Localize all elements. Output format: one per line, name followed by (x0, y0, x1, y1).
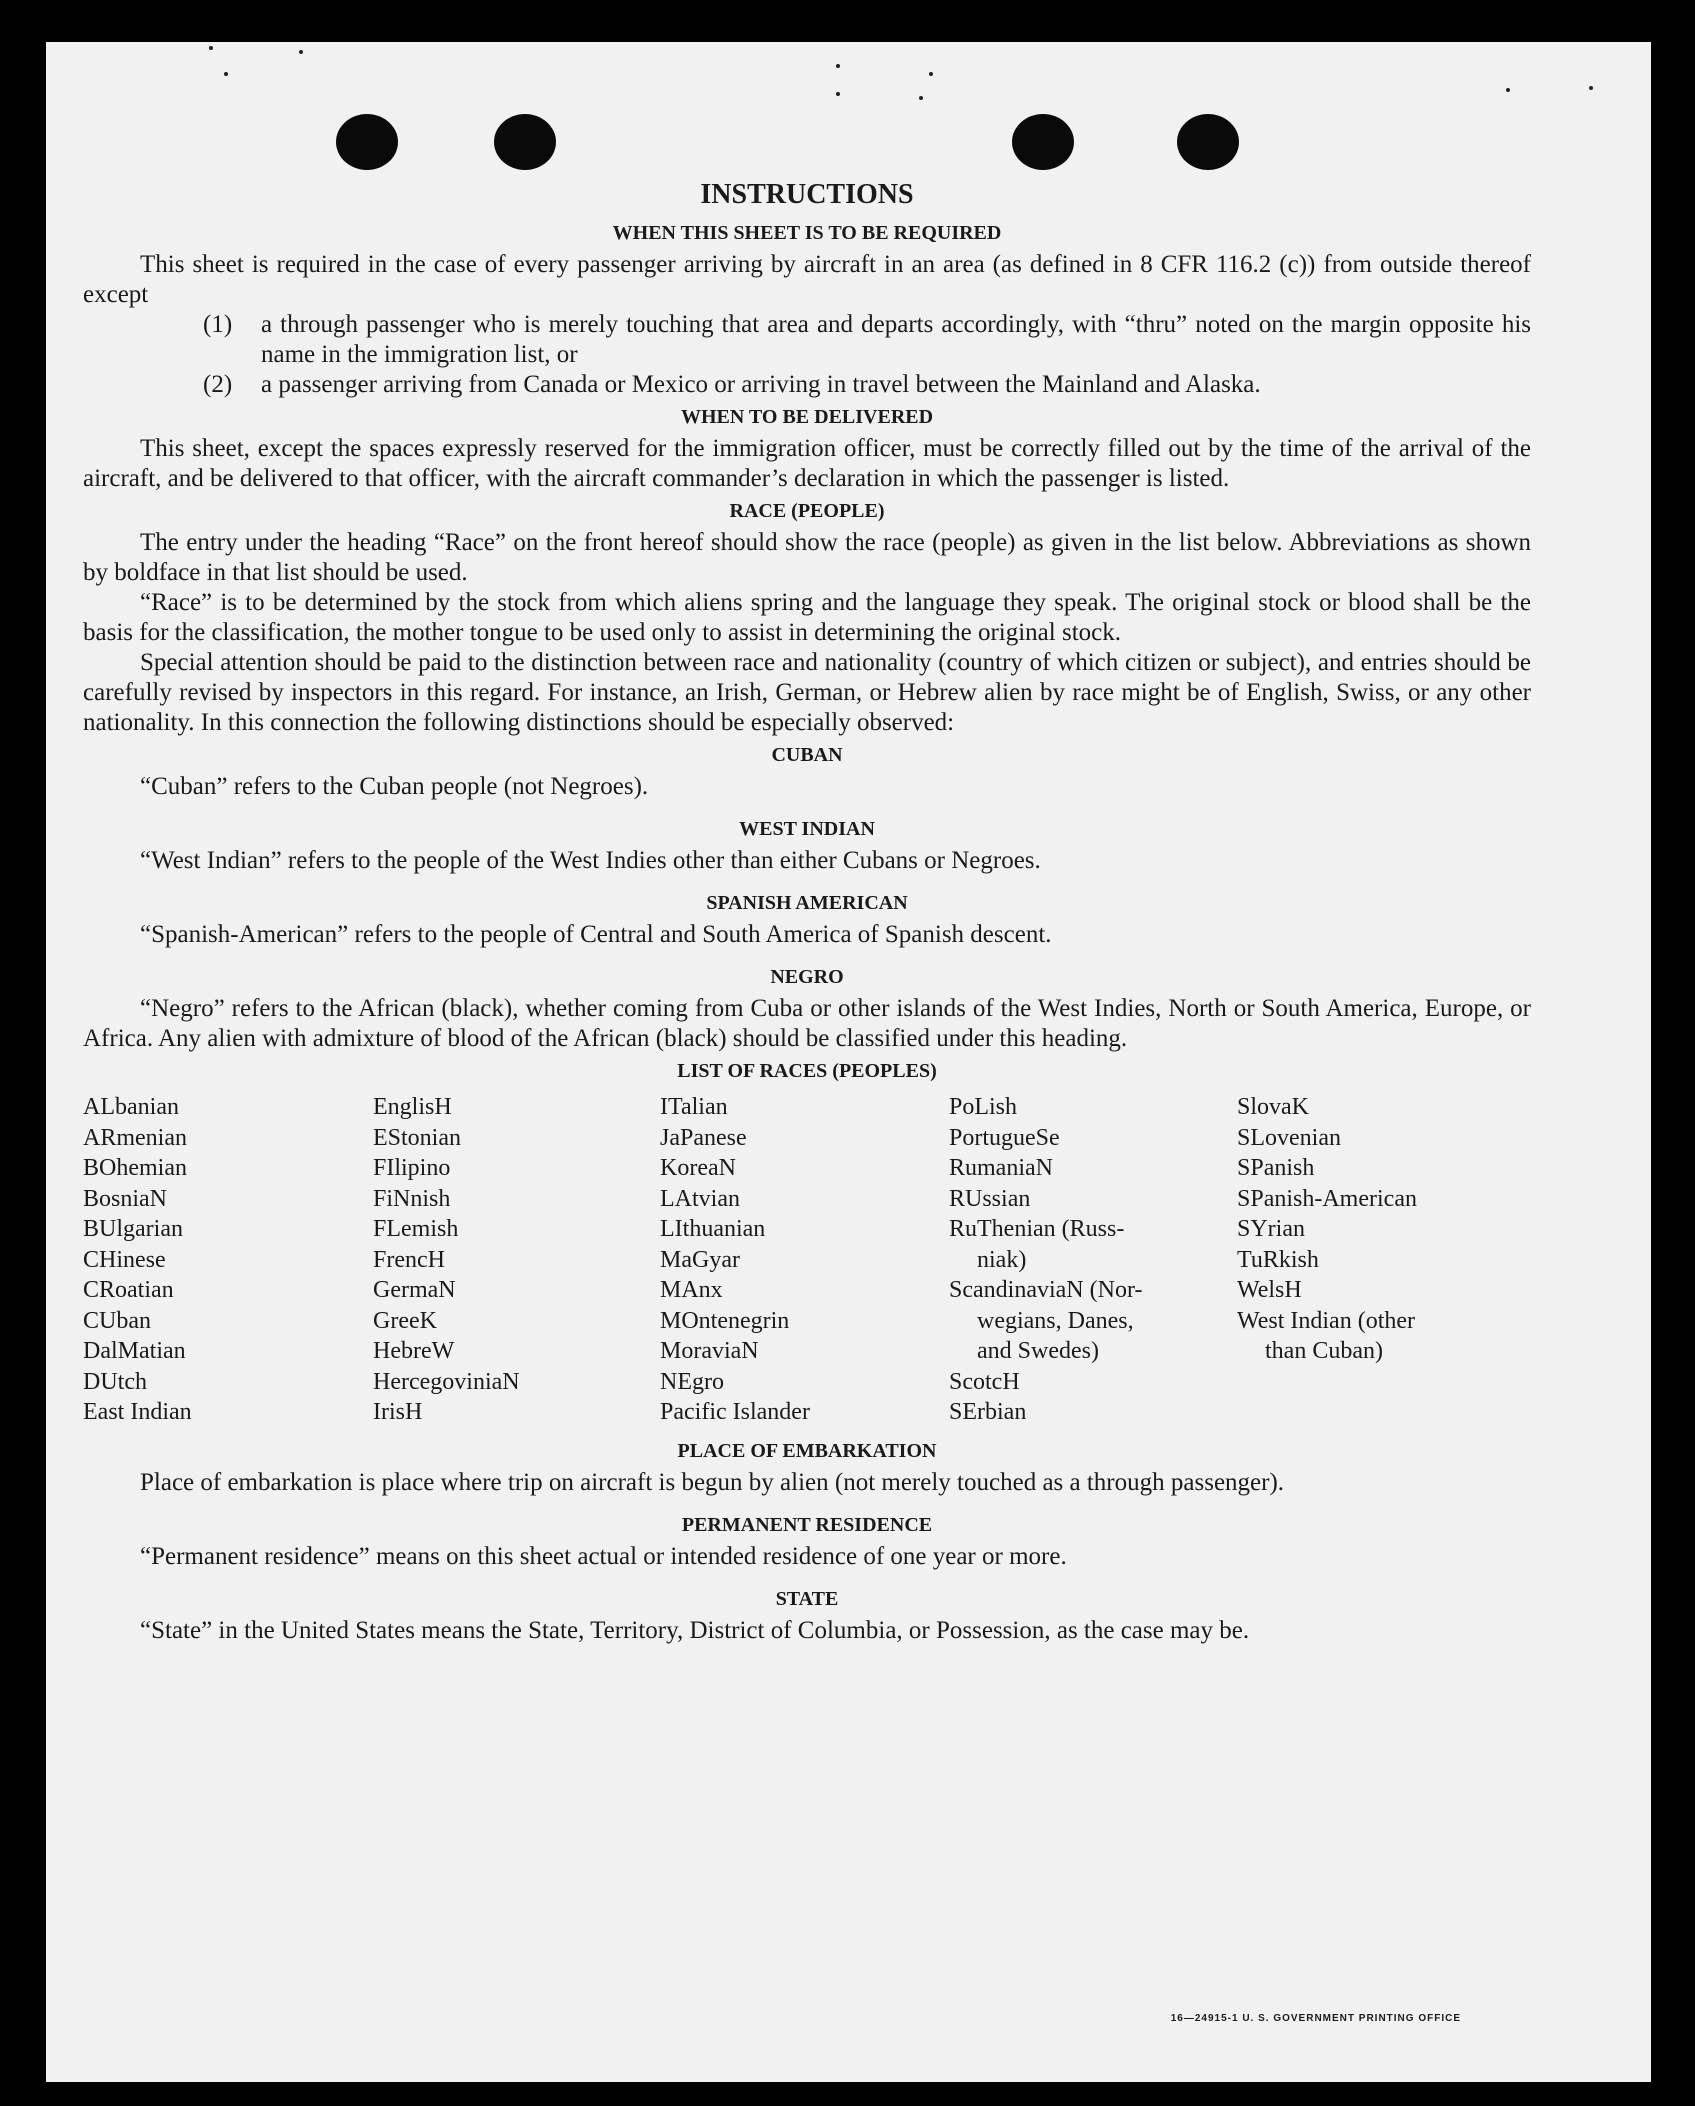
race-entry: LAtvian (660, 1185, 740, 1212)
race-entry: East Indian (83, 1399, 192, 1425)
race-entry: HebreW (373, 1338, 455, 1364)
race-entry: MAnx (660, 1277, 723, 1303)
heading-cuban: CUBAN (771, 744, 843, 766)
race-entry: CUban (83, 1307, 151, 1334)
race-entry: BOhemian (83, 1155, 187, 1181)
speck (929, 72, 933, 76)
race-entry: KoreaN (660, 1155, 736, 1181)
race-entry: FIlipino (373, 1155, 451, 1181)
race-entry: ScotcH (949, 1368, 1020, 1395)
heading-when-delivered: WHEN TO BE DELIVERED (680, 406, 934, 428)
races-column (83, 1092, 373, 1428)
heading-state: STATE (775, 1587, 839, 1610)
race-entry: MOntenegrin (660, 1307, 790, 1334)
race-entry: SPanish-American (1237, 1185, 1417, 1212)
race-entry: RuThenian (Russ- (949, 1216, 1125, 1242)
speck (209, 46, 213, 50)
race-entry: PoLish (949, 1094, 1018, 1120)
item-text: a passenger arriving from Canada or Mexico or arriving in travel between the Mainland and Alaska. (261, 371, 1261, 398)
race-entry: ITalian (660, 1094, 728, 1120)
punch-hole (336, 114, 398, 170)
race-entry: IrisH (373, 1399, 423, 1425)
speck (919, 96, 923, 100)
race-entry: than Cuban) (1265, 1338, 1383, 1364)
race-entry: HercegoviniaN (373, 1368, 520, 1395)
race-entry: FiNnish (373, 1185, 451, 1212)
race-entry: EStonian (373, 1124, 461, 1151)
race-entry: LIthuanian (660, 1216, 766, 1242)
exception-item (83, 310, 1531, 370)
race-entry: DUtch (83, 1368, 147, 1395)
race-entry: TuRkish (1237, 1246, 1319, 1273)
speck (299, 50, 303, 54)
west-indian-text: “West Indian” refers to the people of the West Indies other than either Cubans or Negroes. (140, 847, 1041, 874)
race-entry: SLovenian (1237, 1124, 1341, 1151)
race-entry: and Swedes) (977, 1338, 1099, 1364)
race-entry: SErbian (949, 1399, 1027, 1425)
race-entry: MoraviaN (660, 1338, 759, 1364)
race-entry: CHinese (83, 1246, 166, 1273)
race-paragraph: The entry under the heading “Race” on the front hereof should show the race (people) as given in the list below. Abbreviations as shown by boldface in that list should be used. (83, 529, 1531, 586)
item-text: a through passenger who is merely touching that area and departs accordingly, with “thru” noted on the margin opposite his name in the immigration list, or (261, 311, 1531, 368)
race-entry: BosniaN (83, 1185, 167, 1212)
heading-negro: NEGRO (770, 966, 844, 988)
embarkation-text: Place of embarkation is place where trip on aircraft is begun by alien (not merely touched as a through passenger). (140, 1468, 1285, 1496)
exception-item (83, 370, 1531, 400)
race-entry: wegians, Danes, (977, 1307, 1134, 1334)
race-entry: WelsH (1237, 1277, 1302, 1303)
races-column (660, 1092, 949, 1428)
race-entry: niak) (977, 1246, 1027, 1273)
when-required-intro: This sheet is required in the case of every passenger arriving by aircraft in an area (as defined in 8 CFR 116.2 (c)) from outside thereof except (83, 251, 1531, 308)
race-entry: SlovaK (1237, 1094, 1309, 1120)
heading-list-of-races: LIST OF RACES (PEOPLES) (677, 1060, 937, 1082)
race-entry: RumaniaN (949, 1155, 1053, 1181)
printing-office-code: 16—24915-1 U. S. GOVERNMENT PRINTING OFFICE (1170, 2013, 1461, 2024)
residence-text: “Permanent residence” means on this sheet actual or intended residence of one year or more. (140, 1542, 1067, 1570)
negro-text: “Negro” refers to the African (black), whether coming from Cuba or other islands of the West Indies, North or South America, Europe, or Africa. Any alien with admixture of blood of the African (black) should be classified under this heading. (83, 995, 1531, 1052)
race-entry: NEgro (660, 1368, 724, 1395)
document-sheet (46, 42, 1651, 2082)
heading-when-required: WHEN THIS SHEET IS TO BE REQUIRED (612, 222, 1002, 244)
heading-spanish-american: SPANISH AMERICAN (706, 892, 908, 914)
speck (1506, 88, 1510, 92)
races-column (373, 1092, 660, 1428)
cuban-text: “Cuban” refers to the Cuban people (not Negroes). (140, 773, 649, 800)
race-entry: ARmenian (83, 1124, 187, 1151)
speck (836, 64, 840, 68)
item-number: (1) (203, 311, 233, 338)
speck (224, 72, 228, 76)
item-number: (2) (203, 371, 233, 398)
race-entry: Pacific Islander (660, 1399, 810, 1425)
race-entry: FLemish (373, 1216, 459, 1242)
race-entry: SPanish (1237, 1155, 1315, 1181)
state-text: “State” in the United States means the State, Territory, District of Columbia, or Possession, as the case may be. (140, 1616, 1250, 1644)
race-entry: RUssian (949, 1185, 1031, 1212)
punch-hole (1012, 114, 1074, 170)
race-entry: FrencH (373, 1246, 445, 1273)
race-entry: DalMatian (83, 1338, 186, 1364)
race-entry: SYrian (1237, 1216, 1305, 1242)
race-entry: MaGyar (660, 1246, 740, 1273)
punch-hole (1177, 114, 1239, 170)
race-entry: GreeK (373, 1307, 437, 1334)
race-entry: EnglisH (373, 1094, 452, 1120)
race-entry: West Indian (other (1237, 1307, 1416, 1334)
speck (836, 92, 840, 96)
heading-west-indian: WEST INDIAN (739, 818, 875, 840)
race-entry: JaPanese (660, 1124, 747, 1151)
spanish-american-text: “Spanish-American” refers to the people of Central and South America of Spanish descent. (140, 921, 1052, 948)
punch-hole (494, 114, 556, 170)
race-paragraph: Special attention should be paid to the distinction between race and nationality (country of which citizen or subject), and entries should be carefully revised by inspectors in this regard. For instance, an Irish, German, or Hebrew alien by race might be of English, Swiss, or any other nationality. In this connection the following distinctions should be especially observed: (83, 649, 1531, 736)
race-entry: ALbanian (83, 1094, 179, 1120)
races-column (949, 1092, 1237, 1428)
instructions-content (83, 178, 1531, 1646)
speck (1589, 86, 1593, 90)
heading-residence: PERMANENT RESIDENCE (681, 1513, 933, 1536)
races-column (1237, 1092, 1497, 1428)
race-paragraph: “Race” is to be determined by the stock from which aliens spring and the language they speak. The original stock or blood shall be the basis for the classification, the mother tongue to be used only to assist in determining the original stock. (83, 589, 1531, 646)
race-entry: ScandinaviaN (Nor- (949, 1277, 1143, 1303)
race-entry: CRoatian (83, 1277, 174, 1303)
race-entry: BUlgarian (83, 1216, 183, 1242)
when-delivered-text: This sheet, except the spaces expressly reserved for the immigration officer, must be correctly filled out by the time of the arrival of the aircraft, and be delivered to that officer, with the aircraft commander’s declaration in which the passenger is listed. (83, 435, 1531, 492)
race-entry: PortugueSe (949, 1124, 1060, 1151)
heading-embarkation: PLACE OF EMBARKATION (677, 1439, 937, 1462)
page-title: INSTRUCTIONS (700, 179, 914, 210)
heading-race: RACE (PEOPLE) (729, 500, 885, 522)
race-entry: GermaN (373, 1277, 456, 1303)
races-list (83, 1092, 1531, 1428)
